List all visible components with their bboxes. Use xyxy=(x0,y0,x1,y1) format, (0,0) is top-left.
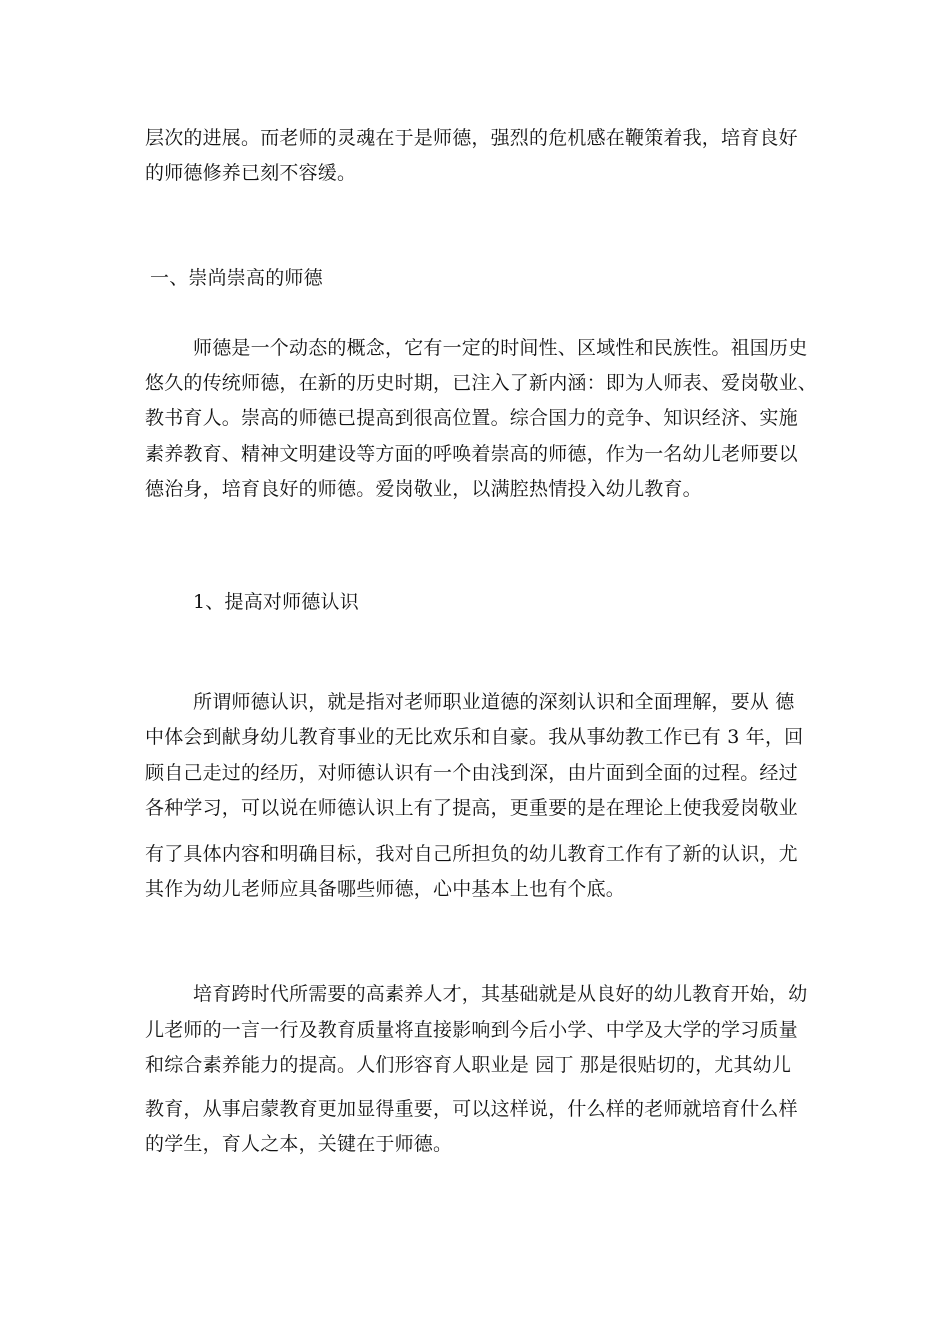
paragraph-line: 教书育人。崇高的师德已提高到很高位置。综合国力的竞争、知识经济、实施 xyxy=(145,407,798,429)
paragraph-line: 师德是一个动态的概念，它有一定的时间性、区域性和民族性。祖国历史 xyxy=(193,337,808,359)
subsection-heading: 1、提高对师德认识 xyxy=(193,591,359,613)
paragraph-line: 素养教育、精神文明建设等方面的呼唤着崇高的师德，作为一名幼儿老师要以 xyxy=(145,443,798,465)
paragraph-line: 教育，从事启蒙教育更加显得重要，可以这样说，什么样的老师就培育什么样 xyxy=(145,1098,798,1120)
paragraph-line: 德治身，培育良好的师德。爱岗敬业，以满腔热情投入幼儿教育。 xyxy=(145,478,702,500)
paragraph-line: 培育跨时代所需要的高素养人才，其基础就是从良好的幼儿教育开始，幼 xyxy=(193,983,808,1005)
paragraph-line: 的师德修养已刻不容缓。 xyxy=(145,162,357,184)
paragraph-line: 有了具体内容和明确目标，我对自己所担负的幼儿教育工作有了新的认识，尤 xyxy=(145,843,798,865)
paragraph-line: 和综合素养能力的提高。人们形容育人职业是 园丁 那是很贴切的，尤其幼儿 xyxy=(145,1054,792,1076)
paragraph-line: 悠久的传统师德，在新的历史时期，已注入了新内涵：即为人师表、爱岗敬业、 xyxy=(145,372,818,394)
paragraph-line: 所谓师德认识，就是指对老师职业道德的深刻认识和全面理解，要从 德 xyxy=(193,691,795,713)
paragraph-line: 其作为幼儿老师应具备哪些师德，心中基本上也有个底。 xyxy=(145,878,626,900)
paragraph-line: 中体会到献身幼儿教育事业的无比欢乐和自豪。我从事幼教工作已有 3 年，回 xyxy=(145,726,804,748)
paragraph-line: 的学生，育人之本，关键在于师德。 xyxy=(145,1133,453,1155)
paragraph-line: 顾自己走过的经历，对师德认识有一个由浅到深，由片面到全面的过程。经过 xyxy=(145,762,798,784)
paragraph-line: 各种学习，可以说在师德认识上有了提高，更重要的是在理论上使我爱岗敬业 xyxy=(145,797,798,819)
paragraph-line: 层次的进展。而老师的灵魂在于是师德，强烈的危机感在鞭策着我，培育良好 xyxy=(145,127,798,149)
paragraph-line: 儿老师的一言一行及教育质量将直接影响到今后小学、中学及大学的学习质量 xyxy=(145,1019,798,1041)
section-heading: 一、崇尚崇高的师德 xyxy=(150,267,323,289)
